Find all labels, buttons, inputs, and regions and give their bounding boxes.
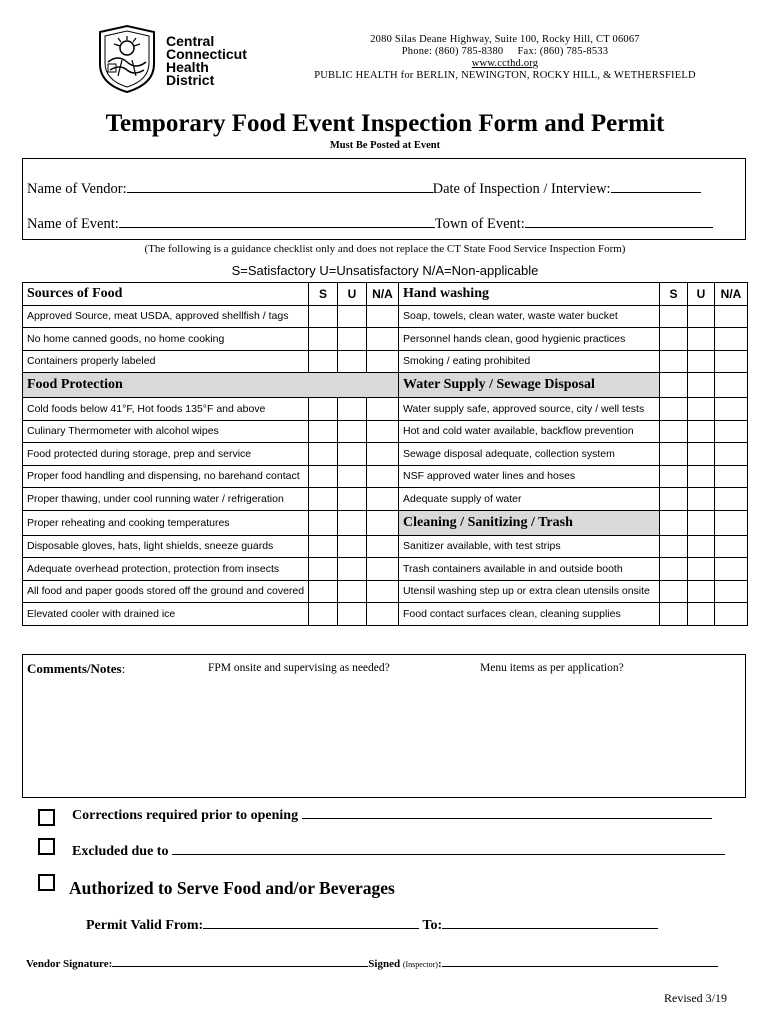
- district-logo: [92, 24, 162, 94]
- rating-box-s[interactable]: [309, 488, 338, 511]
- rating-box-s[interactable]: [309, 535, 338, 558]
- rating-box-na[interactable]: [367, 328, 399, 351]
- vendor-signature-field[interactable]: [112, 966, 368, 967]
- checklist-item: Sewage disposal adequate, collection system: [399, 443, 660, 466]
- signed-label: Signed: [368, 958, 401, 970]
- contact-block: [300, 34, 710, 82]
- table-row: [23, 488, 748, 511]
- rating-box-s[interactable]: [660, 465, 688, 488]
- rating-box-na[interactable]: [715, 420, 748, 443]
- rating-box-s[interactable]: [660, 350, 688, 373]
- checklist-item: Water supply safe, approved source, city / well tests: [399, 398, 660, 421]
- header-spacer-cell: [688, 510, 715, 535]
- rating-column-header: S: [660, 283, 688, 306]
- page-subtitle: Must Be Posted at Event: [329, 140, 441, 151]
- rating-box-s[interactable]: [660, 603, 688, 626]
- rating-box-u[interactable]: [688, 305, 715, 328]
- guidance-note: (The following is a guidance checklist only and does not replace the CT State Food Service Inspection Form): [144, 243, 626, 255]
- rating-box-na[interactable]: [715, 465, 748, 488]
- rating-box-u[interactable]: [688, 420, 715, 443]
- inspection-date-field[interactable]: [611, 192, 701, 193]
- checklist-item: Personnel hands clean, good hygienic practices: [399, 328, 660, 351]
- permit-valid-from-label: Permit Valid From:: [86, 918, 204, 933]
- checklist-item: Proper thawing, under cool running water / refrigeration: [23, 488, 309, 511]
- rating-box-s[interactable]: [309, 443, 338, 466]
- rating-box-na[interactable]: [367, 558, 399, 581]
- signature-row: [26, 958, 718, 970]
- rating-box-s[interactable]: [660, 328, 688, 351]
- rating-box-s[interactable]: [309, 580, 338, 603]
- checklist-item: Utensil washing step up or extra clean utensils onsite: [399, 580, 660, 603]
- checklist-item: NSF approved water lines and hoses: [399, 465, 660, 488]
- inspector-signature-field[interactable]: [442, 966, 718, 967]
- rating-box-u[interactable]: [688, 350, 715, 373]
- checklist-item: All food and paper goods stored off the ground and covered: [23, 580, 309, 603]
- checklist-item: Approved Source, meat USDA, approved shellfish / tags: [23, 305, 309, 328]
- event-town-field[interactable]: [525, 227, 713, 228]
- checklist-item: Soap, towels, clean water, waste water bucket: [399, 305, 660, 328]
- rating-box-na[interactable]: [715, 398, 748, 421]
- table-row: [23, 328, 748, 351]
- rating-box-na[interactable]: [715, 350, 748, 373]
- table-row: [23, 305, 748, 328]
- table-row: [23, 465, 748, 488]
- page-title: Temporary Food Event Inspection Form and Permit: [105, 110, 665, 137]
- rating-box-u[interactable]: [688, 535, 715, 558]
- rating-box-na[interactable]: [367, 488, 399, 511]
- rating-box-na[interactable]: [715, 488, 748, 511]
- corrections-row: [72, 808, 712, 824]
- table-row: [23, 603, 748, 626]
- checklist-item: Adequate overhead protection, protection from insects: [23, 558, 309, 581]
- checklist-item: Smoking / eating prohibited: [399, 350, 660, 373]
- corrections-label: Corrections required prior to opening: [72, 808, 299, 823]
- address: 2080 Silas Deane Highway, Suite 100, Rocky Hill, CT 06067: [370, 34, 640, 45]
- rating-box-na[interactable]: [367, 398, 399, 421]
- rating-box-na[interactable]: [715, 558, 748, 581]
- checklist-item: No home canned goods, no home cooking: [23, 328, 309, 351]
- rating-box-na[interactable]: [715, 603, 748, 626]
- phone-fax: Phone: (860) 785-8380 Fax: (860) 785-8533: [401, 46, 609, 57]
- rating-box-na[interactable]: [367, 420, 399, 443]
- logo-line: District: [166, 72, 215, 88]
- website-link[interactable]: www.ccthd.org: [471, 58, 539, 69]
- checklist-header-row: [23, 283, 748, 306]
- rating-box-s[interactable]: [660, 305, 688, 328]
- checklist-item: Food contact surfaces clean, cleaning supplies: [399, 603, 660, 626]
- rating-box-na[interactable]: [715, 328, 748, 351]
- rating-box-u[interactable]: [688, 328, 715, 351]
- rating-box-u[interactable]: [338, 420, 367, 443]
- rating-box-u[interactable]: [688, 603, 715, 626]
- event-town-label: Town of Event:: [434, 216, 525, 232]
- rating-box-u[interactable]: [338, 350, 367, 373]
- rating-box-s[interactable]: [309, 603, 338, 626]
- permit-to-label: To:: [422, 918, 443, 933]
- rating-box-na[interactable]: [367, 580, 399, 603]
- table-row: [23, 398, 748, 421]
- checklist-item: Culinary Thermometer with alcohol wipes: [23, 420, 309, 443]
- table-row: [23, 558, 748, 581]
- inspection-date-label: Date of Inspection / Interview:: [432, 181, 611, 197]
- authorized-label: Authorized to Serve Food and/or Beverages: [69, 878, 395, 898]
- rating-box-u[interactable]: [338, 328, 367, 351]
- checklist-item: Trash containers available in and outside booth: [399, 558, 660, 581]
- vendor-signature-label: Vendor Signature:: [26, 958, 113, 970]
- table-row: [23, 420, 748, 443]
- excluded-label: Excluded due to: [72, 844, 169, 859]
- rating-box-na[interactable]: [715, 535, 748, 558]
- table-row: [23, 510, 748, 535]
- table-row: [23, 580, 748, 603]
- section-header: Cleaning / Sanitizing / Trash: [399, 510, 660, 535]
- rating-box-s[interactable]: [660, 488, 688, 511]
- header-spacer-cell: [660, 373, 688, 398]
- excluded-row: [72, 844, 725, 860]
- rating-box-s[interactable]: [309, 465, 338, 488]
- rating-box-u[interactable]: [338, 603, 367, 626]
- rating-box-u[interactable]: [338, 558, 367, 581]
- permit-row: [86, 918, 658, 934]
- rating-box-u[interactable]: [338, 465, 367, 488]
- comments-label-colon: :: [121, 661, 126, 676]
- rating-box-s[interactable]: [309, 558, 338, 581]
- table-row: [23, 443, 748, 466]
- checklist-item: Adequate supply of water: [399, 488, 660, 511]
- corrections-checkbox[interactable]: [38, 809, 55, 826]
- table-row: [23, 350, 748, 373]
- rating-box-u[interactable]: [688, 443, 715, 466]
- rating-box-s[interactable]: [660, 535, 688, 558]
- rating-box-na[interactable]: [367, 305, 399, 328]
- checklist-item: Food protected during storage, prep and service: [23, 443, 309, 466]
- checklist-item: Containers properly labeled: [23, 350, 309, 373]
- vendor-row: [27, 181, 701, 198]
- vendor-name-field[interactable]: [127, 192, 433, 193]
- rating-box-na[interactable]: [715, 580, 748, 603]
- rating-box-u[interactable]: [338, 305, 367, 328]
- section-header: Hand washing: [399, 283, 660, 306]
- corrections-field[interactable]: [302, 818, 712, 819]
- rating-column-header: N/A: [715, 283, 748, 306]
- event-name-field[interactable]: [119, 227, 435, 228]
- rating-box-na[interactable]: [367, 510, 399, 535]
- rating-box-u[interactable]: [338, 535, 367, 558]
- menu-question: Menu items as per application?: [480, 662, 624, 674]
- rating-box-na[interactable]: [367, 603, 399, 626]
- logo-line: Health: [166, 59, 209, 75]
- table-row: [23, 535, 748, 558]
- rating-box-s[interactable]: [309, 510, 338, 535]
- inspector-label: (Inspector): [402, 960, 438, 969]
- rating-box-na[interactable]: [367, 350, 399, 373]
- rating-column-header: U: [338, 283, 367, 306]
- authorized-checkbox[interactable]: [38, 874, 55, 891]
- rating-box-u[interactable]: [688, 398, 715, 421]
- served-towns: PUBLIC HEALTH for BERLIN, NEWINGTON, ROCKY HILL, & WETHERSFIELD: [314, 70, 696, 81]
- rating-box-na[interactable]: [715, 305, 748, 328]
- rating-box-u[interactable]: [338, 510, 367, 535]
- header-spacer-cell: [688, 373, 715, 398]
- checklist-item: Elevated cooler with drained ice: [23, 603, 309, 626]
- rating-box-s[interactable]: [660, 558, 688, 581]
- rating-column-header: S: [309, 283, 338, 306]
- fpm-question: FPM onsite and supervising as needed?: [208, 662, 390, 674]
- rating-box-na[interactable]: [715, 443, 748, 466]
- rating-box-s[interactable]: [309, 398, 338, 421]
- revision-note: Revised 3/19: [664, 991, 727, 1005]
- logo-line: Central: [166, 33, 215, 49]
- checklist-item: Proper food handling and dispensing, no barehand contact: [23, 465, 309, 488]
- header-spacer-cell: [715, 510, 748, 535]
- rating-box-s[interactable]: [660, 580, 688, 603]
- section-header: Sources of Food: [23, 283, 309, 306]
- rating-box-u[interactable]: [688, 488, 715, 511]
- rating-box-u[interactable]: [338, 488, 367, 511]
- comments-label-text: Comments/Notes: [27, 661, 122, 676]
- checklist-item: Sanitizer available, with test strips: [399, 535, 660, 558]
- excluded-checkbox[interactable]: [38, 838, 55, 855]
- comments-box[interactable]: [22, 654, 746, 798]
- logo-wordmark: [166, 35, 247, 87]
- excluded-field[interactable]: [172, 854, 725, 855]
- rating-box-s[interactable]: [660, 398, 688, 421]
- checklist-item: Disposable gloves, hats, light shields, sneeze guards: [23, 535, 309, 558]
- rating-box-na[interactable]: [367, 535, 399, 558]
- rating-box-s[interactable]: [309, 420, 338, 443]
- rating-box-u[interactable]: [338, 443, 367, 466]
- rating-box-s[interactable]: [309, 328, 338, 351]
- permit-to-field[interactable]: [442, 928, 658, 929]
- checklist-item: Proper reheating and cooking temperatures: [23, 510, 309, 535]
- checklist-item: Hot and cold water available, backflow prevention: [399, 420, 660, 443]
- logo-line: Connecticut: [166, 46, 247, 62]
- table-row: [23, 373, 748, 398]
- rating-box-u[interactable]: [688, 465, 715, 488]
- section-header: Water Supply / Sewage Disposal: [399, 373, 660, 398]
- checklist-item: Cold foods below 41°F, Hot foods 135°F and above: [23, 398, 309, 421]
- vendor-name-label: Name of Vendor:: [27, 181, 127, 197]
- rating-box-na[interactable]: [367, 443, 399, 466]
- rating-box-u[interactable]: [688, 558, 715, 581]
- signed-colon: :: [437, 958, 442, 970]
- inspection-checklist: [22, 282, 748, 626]
- rating-column-header: U: [688, 283, 715, 306]
- event-name-label: Name of Event:: [27, 216, 119, 232]
- vendor-info-box: [22, 158, 746, 240]
- event-row: [27, 216, 713, 233]
- rating-box-s[interactable]: [309, 350, 338, 373]
- district-seal-icon: [92, 24, 162, 94]
- header-spacer-cell: [660, 510, 688, 535]
- rating-box-s[interactable]: [309, 305, 338, 328]
- rating-box-s[interactable]: [660, 420, 688, 443]
- section-header: Food Protection: [23, 373, 399, 398]
- rating-column-header: N/A: [367, 283, 399, 306]
- rating-box-na[interactable]: [367, 465, 399, 488]
- rating-box-u[interactable]: [688, 580, 715, 603]
- rating-box-u[interactable]: [338, 580, 367, 603]
- rating-legend: S=Satisfactory U=Unsatisfactory N/A=Non-applicable: [231, 263, 539, 278]
- header-spacer-cell: [715, 373, 748, 398]
- rating-box-u[interactable]: [338, 398, 367, 421]
- permit-valid-from-field[interactable]: [203, 928, 419, 929]
- comments-label: [27, 661, 125, 677]
- rating-box-s[interactable]: [660, 443, 688, 466]
